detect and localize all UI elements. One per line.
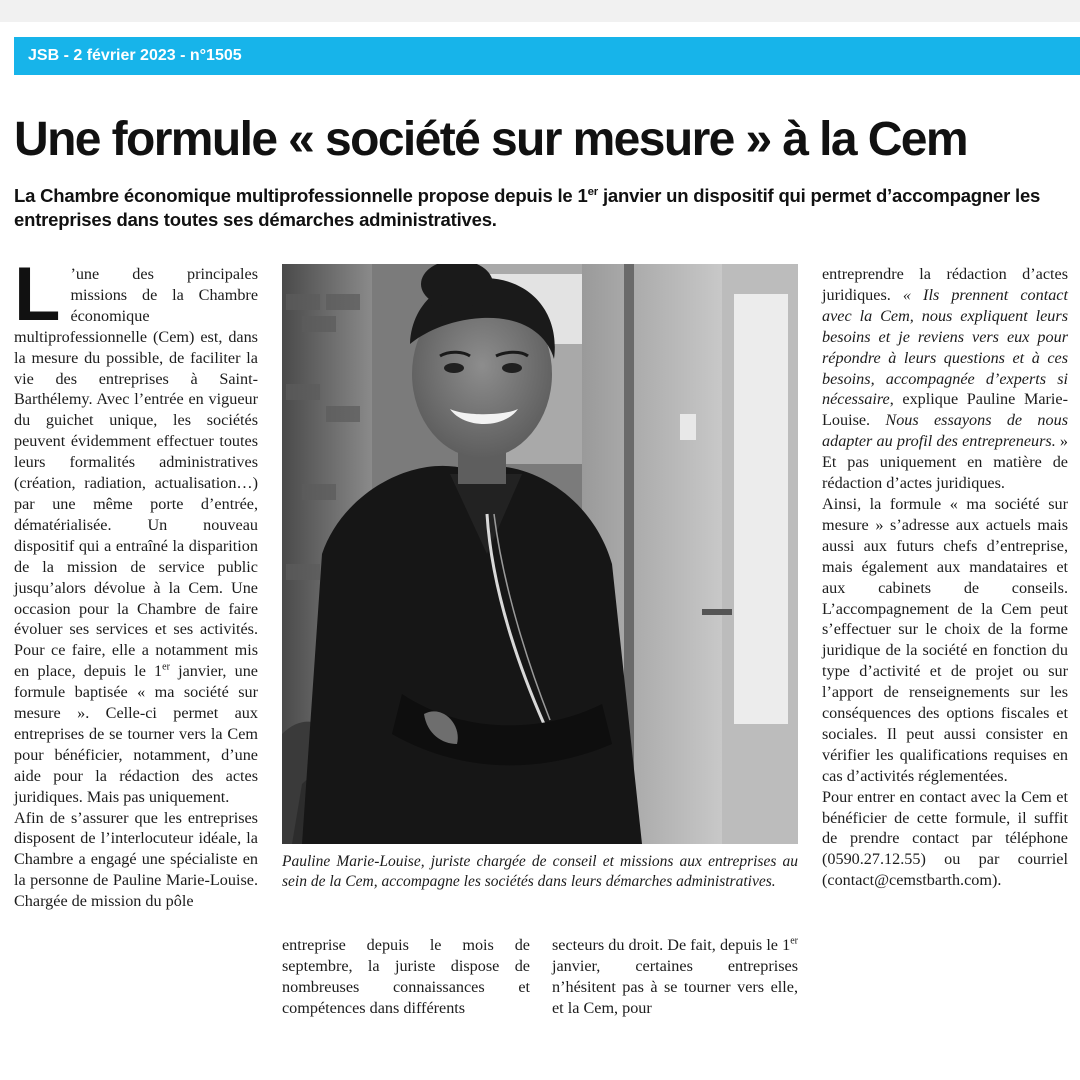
article-column-2 — [282, 935, 530, 1019]
quote-text: « Ils prennent contact avec la Cem, nous expliquent leurs besoins et je reviens vers eux pour répondre à leurs questions et à ces besoins, accompagnée d’experts si nécessaire — [822, 285, 1068, 409]
superscript: er — [162, 661, 170, 673]
paragraph-text: » Et pas uniquement en matière de rédaction d’actes juridiques. — [822, 432, 1069, 493]
paragraph: Pour entrer en contact avec la Cem et bénéficier de cette formule, il suffit de prendre contact par téléphone (0590.27.12.55) ou par courriel (contact@cemstbarth.com). — [822, 787, 1068, 890]
top-strip — [0, 0, 1080, 22]
article-column-4 — [822, 264, 1068, 891]
paragraph: Afin de s’assurer que les entreprises disposent de l’interlocuteur idéale, la Chambre a engagé une spécialiste en la personne de Pauline Marie-Louise. Chargée de mission du pôle — [14, 808, 258, 911]
superscript: er — [790, 935, 798, 947]
paragraph-text: janvier, une formule baptisée « ma société sur mesure ». Celle-ci permet aux entreprises de se tourner vers la Cem pour bénéficier, notamment, d’une aide pour la rédaction des actes juridiques. Mais pas uniquement. — [14, 662, 258, 806]
paragraph-text: secteurs du droit. De fait, depuis le 1 — [552, 936, 791, 954]
paragraph — [14, 252, 258, 808]
article-standfirst — [14, 184, 1074, 232]
standfirst-text-a: La Chambre économique multiprofessionnelle propose depuis le 1 — [14, 185, 588, 206]
paragraph-text: entreprendre la rédaction d’actes juridiques. — [822, 265, 1068, 304]
paragraph — [552, 935, 798, 1019]
photo-caption: Pauline Marie-Louise, juriste chargée de conseil et missions aux entreprises au sein de la Cem, accompagne les sociétés dans leurs démarches administratives. — [282, 853, 798, 890]
portrait-illustration — [282, 264, 798, 844]
paragraph-text: , explique Pauline Marie-Louise. — [822, 390, 1068, 430]
quote-text: Nous essayons de nous adapter au profil des entrepreneurs. — [822, 411, 1068, 451]
article-photo — [282, 264, 798, 844]
issue-banner-text: JSB - 2 février 2023 - n°1505 — [28, 47, 242, 64]
paragraph: entreprise depuis le mois de septembre, la juriste dispose de nombreuses connaissances et compétences dans différents — [282, 936, 530, 1017]
standfirst-superscript: er — [587, 185, 599, 198]
article-column-3 — [552, 935, 798, 1019]
paragraph — [822, 264, 1068, 494]
drop-cap: L — [14, 252, 61, 337]
paragraph-text: ’une des principales missions de la Chambre économique multiprofessionnelle (Cem) est, dans la mesure du possible, de faciliter la vie des entreprises à Saint-Barthélemy. Avec l’entrée en vigueur du guichet unique, les sociétés peuvent évidemment effectuer toutes leurs formalités administratives (création, radiation, actualisation…) par une même porte d’entrée, dématérialisée. Un nouveau dispositif qui a entraîné la disparition de la mission de service public jusqu’alors dévolue à la Cem. Une occasion pour la Chambre de faire évoluer ses services et ses activités. Pour ce faire, elle a notamment mis en place, depuis le 1 — [14, 265, 258, 681]
article-title: Une formule « société sur mesure » à la Cem — [14, 113, 967, 166]
paragraph: Ainsi, la formule « ma société sur mesure » s’adresse aux actuels mais aussi aux futurs chefs d’entreprise, mais également aux mandataires et aux cabinets de conseils. L’accompagnement de la Cem peut s’effectuer sur le choix de la forme juridique de la société en fonction du type d’activité et de projet ou sur l’apport de renseignements sur les conséquences des options fiscales et sociales. Il peut aussi consister en vérifier les qualifications requises en cas d’activités réglementées. — [822, 494, 1068, 785]
issue-banner — [14, 37, 1080, 75]
article-column-1 — [14, 252, 258, 912]
paragraph-text: janvier, certaines entreprises n’hésitent pas à se tourner vers elle, et la Cem, pour — [552, 956, 798, 1017]
standfirst-text-b: janvier un dispositif qui permet d’accompagner les entreprises dans toutes ses démarches administratives. — [14, 185, 1041, 230]
